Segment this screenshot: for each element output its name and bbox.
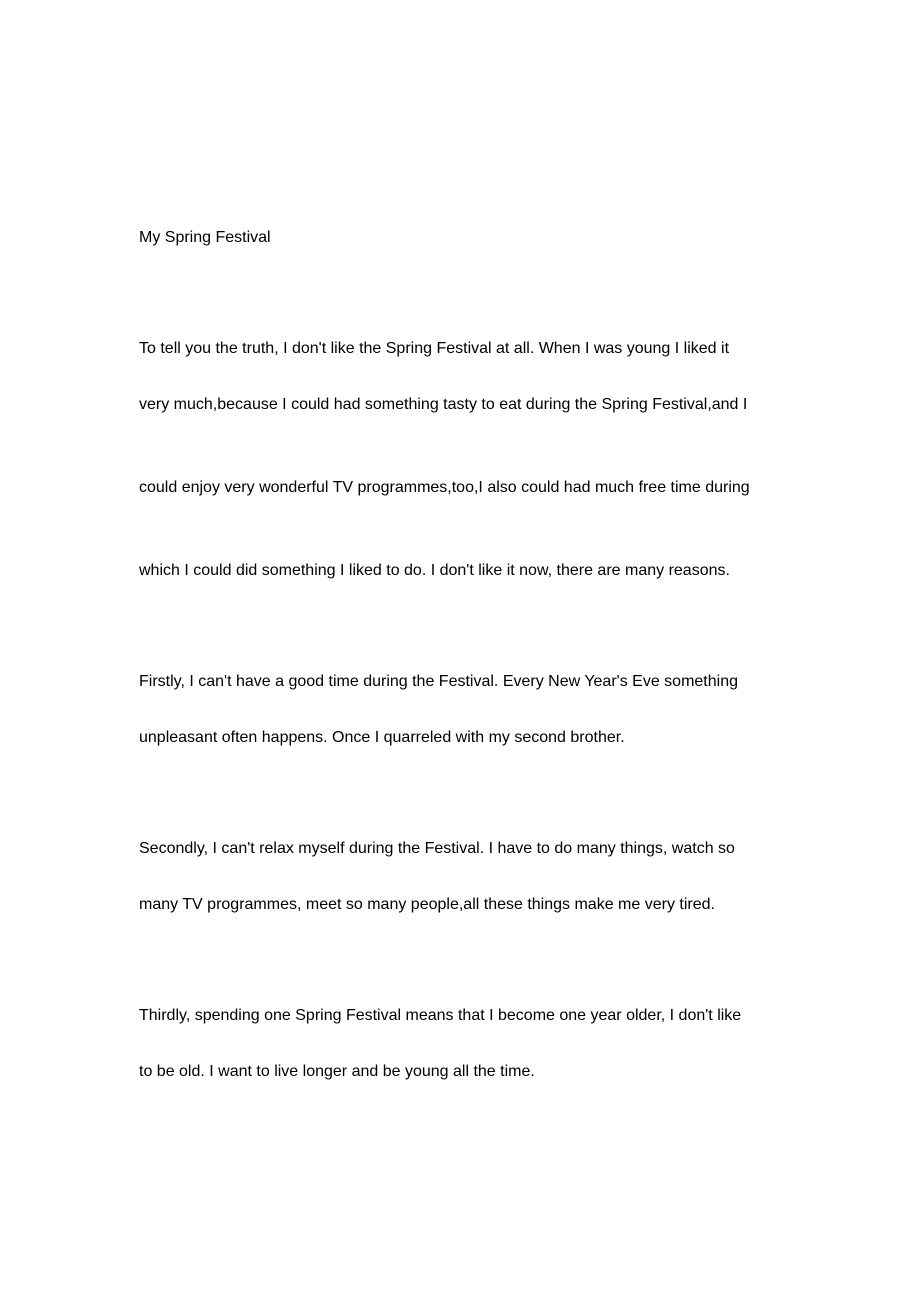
document-title: My Spring Festival [139, 229, 271, 246]
paragraph-4-line-1: Thirdly, spending one Spring Festival means that I become one year older, I don't like [139, 1007, 742, 1024]
paragraph-3-line-2: many TV programmes, meet so many people,all these things make me very tired. [139, 896, 715, 913]
paragraph-2-line-1: Firstly, I can't have a good time during the Festival. Every New Year's Eve something [139, 673, 738, 690]
paragraph-1-line-3: could enjoy very wonderful TV programmes,too,I also could had much free time during [139, 479, 750, 496]
paragraph-4-line-2: to be old. I want to live longer and be young all the time. [139, 1063, 535, 1080]
paragraph-1-line-1: To tell you the truth, I don't like the Spring Festival at all. When I was young I liked it [139, 340, 730, 357]
paragraph-2-line-2: unpleasant often happens. Once I quarreled with my second brother. [139, 729, 625, 746]
paragraph-3-line-1: Secondly, I can't relax myself during the Festival. I have to do many things, watch so [139, 840, 735, 857]
paragraph-1-line-4: which I could did something I liked to do. I don't like it now, there are many reasons. [139, 562, 730, 579]
paragraph-1-line-2: very much,because I could had something tasty to eat during the Spring Festival,and I [139, 396, 748, 413]
